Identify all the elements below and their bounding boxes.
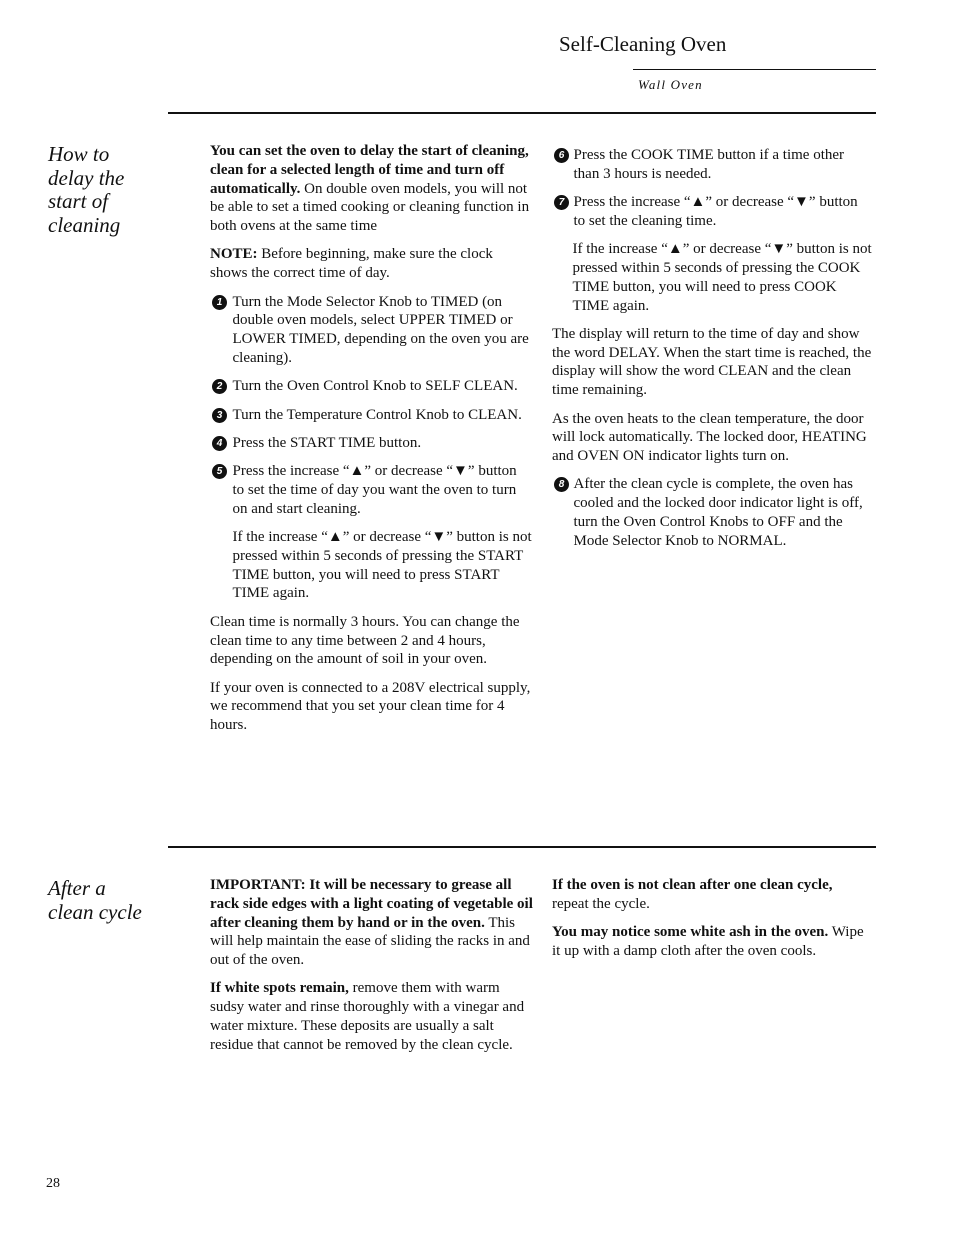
spots-bold: If white spots remain, [210,980,349,997]
step-number-badge: 2 [212,379,227,394]
delay-column-left [210,142,532,745]
step-number-badge: 1 [212,295,227,310]
heading-line: start of [48,189,109,213]
display-paragraph: The display will return to the time of day and show the word DELAY. When the start time is reached, the display will show the word CLEAN and the clean time remaining. [552,325,872,399]
important-text: This will help maintain the ease of sliding the racks in and out of the oven. [210,914,530,969]
heading-line: How to [48,142,110,166]
step-text: After the clean cycle is complete, the oven has cooled and the locked door indicator light is off, turn the Oven Control Knobs to OFF and the Mode Selector Knob to NORMAL. [573,476,863,549]
step-6 [552,146,872,184]
page-number: 28 [46,1176,60,1191]
step-text: Turn the Oven Control Knob to SELF CLEAN. [232,378,518,395]
step-2 [210,377,532,396]
step-number-badge: 3 [212,408,227,423]
step-number-badge: 6 [554,148,569,163]
note-bold: NOTE: [210,246,258,263]
step-text: Press the increase “▲” or decrease “▼” button to set the time of day you want the oven to turn on and start cleaning. [232,463,517,517]
section-divider-bottom [168,846,876,848]
step-number-badge: 4 [212,436,227,451]
step-number-badge: 8 [554,477,569,492]
not-clean-text: repeat the cycle. [552,895,650,912]
ash-text: Wipe it up with a damp cloth after the oven cools. [552,924,864,959]
step-1 [210,293,532,368]
not-clean-paragraph [552,876,868,914]
heading-line: clean cycle [48,899,142,924]
section-heading-delay [48,143,124,237]
spots-paragraph [210,979,536,1054]
important-paragraph [210,876,536,970]
step-3 [210,406,532,425]
section-divider-top [168,112,876,114]
clean-time-paragraph: Clean time is normally 3 hours. You can change the clean time to any time between 2 and 4 hours, depending on the amount of soil in your oven. [210,613,520,668]
step-text: Press the COOK TIME button if a time other than 3 hours is needed. [573,147,845,182]
spots-text: remove them with warm sudsy water and rinse thoroughly with a vinegar and water mixture. These deposits are usually a salt residue that cannot be removed by the clean cycle. [210,980,525,1053]
not-clean-bold: If the oven is not clean after one clean cycle, [552,877,833,893]
subtitle-rule [633,69,876,70]
delay-column-right [552,146,872,560]
step-text: Turn the Temperature Control Knob to CLEAN. [232,406,522,423]
heading-line: After a [48,876,106,900]
note-paragraph [210,245,532,283]
step-number-badge: 7 [554,195,569,210]
heading-line: cleaning [48,212,121,237]
page-subtitle: Wall Oven [638,77,703,92]
heading-line: delay the [48,165,125,190]
step-text: Press the increase “▲” or decrease “▼” button to set the cleaning time. [573,194,858,229]
ash-paragraph [552,923,868,961]
step-8 [552,475,872,550]
step-text: Press the START TIME button. [232,434,422,451]
section-heading-after [48,877,142,924]
step-number-badge: 5 [212,464,227,479]
important-bold: IMPORTANT: It will be necessary to grease all rack side edges with a light coating of vegetable oil after cleaning them by hand or in the oven. [210,877,533,931]
page-title: Self-Cleaning Oven [559,32,727,56]
after-column-left [210,876,536,1064]
intro-paragraph [210,142,532,236]
step-4 [210,434,532,453]
after-column-right [552,876,868,970]
intro-text: On double oven models, you will not be able to set a timed cooking or cleaning function in both ovens at the same time [210,180,530,235]
step-text: Turn the Mode Selector Knob to TIMED (on double oven models, select UPPER TIMED or LOWER TIMED, depending on the oven you are cleaning). [232,293,529,366]
heats-paragraph: As the oven heats to the clean temperature, the door will lock automatically. The locked door, HEATING and OVEN ON indicator lights turn on. [552,410,867,465]
note-text: Before beginning, make sure the clock shows the correct time of day. [210,246,493,282]
ash-bold: You may notice some white ash in the oven. [552,924,829,941]
step-5-note: If the increase “▲” or decrease “▼” button is not pressed within 5 seconds of pressing the START TIME button, you will need to press START TIME again. [232,529,532,602]
step-7 [552,193,872,231]
step-5 [210,462,532,518]
intro-bold: You can set the oven to delay the start of cleaning, clean for a selected length of time and turn off automatically. [210,143,529,197]
electrical-paragraph: If your oven is connected to a 208V electrical supply, we recommend that you set your clean time for 4 hours. [210,679,531,734]
step-7-note: If the increase “▲” or decrease “▼” button is not pressed within 5 seconds of pressing the COOK TIME button, you will need to press COOK TIME again. [572,241,872,314]
